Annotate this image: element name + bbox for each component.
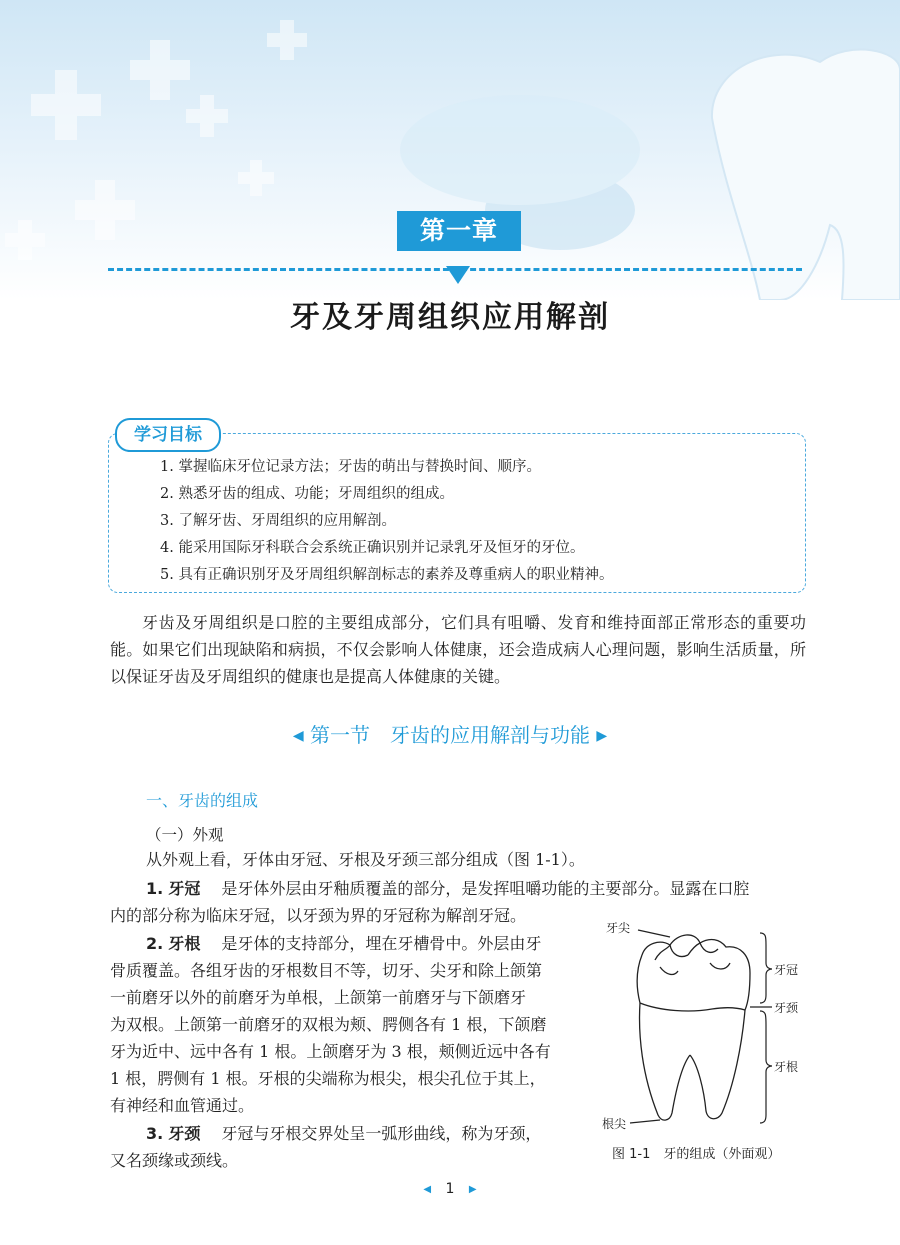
root-line — [146, 930, 541, 957]
root-line: 一前磨牙以外的前磨牙为单根，上颌第一前磨牙与下颌磨牙 — [110, 988, 527, 1007]
root-line: 骨质覆盖。各组牙齿的牙根数目不等，切牙、尖牙和除上颌第 — [110, 961, 543, 980]
crown-number: 1. — [146, 879, 164, 898]
objective-item: 2. 熟悉牙齿的组成、功能；牙周组织的组成。 — [160, 486, 454, 502]
header-banner — [0, 0, 900, 300]
lead-sentence: 从外观上看，牙体由牙冠、牙根及牙颈三部分组成（图 1-1）。 — [146, 850, 585, 869]
neck-line — [146, 1120, 541, 1147]
subsection-heading: 一、牙齿的组成 — [146, 791, 259, 810]
next-page-icon: ▶ — [468, 1184, 477, 1195]
label-neck: 牙颈 — [774, 1001, 799, 1015]
section-heading — [0, 719, 900, 748]
neck-number: 3. — [146, 1124, 164, 1143]
label-cusp: 牙尖 — [606, 921, 631, 935]
crown-line — [146, 875, 749, 902]
root-line: 牙为近中、远中各有 1 根。上颌磨牙为 3 根，颊侧近远中各有 — [110, 1042, 551, 1061]
root-number: 2. — [146, 934, 164, 953]
chapter-title: 牙及牙周组织应用解剖 — [290, 300, 610, 335]
crown-text: 是牙体外层由牙釉质覆盖的部分，是发挥咀嚼功能的主要部分。显露在口腔 — [221, 879, 750, 898]
left-triangle-icon: ◀ — [292, 728, 304, 744]
label-crown: 牙冠 — [774, 963, 799, 977]
neck-text: 牙冠与牙根交界处呈一弧形曲线，称为牙颈， — [221, 1124, 542, 1143]
label-apex: 根尖 — [602, 1117, 627, 1131]
objective-item: 1. 掌握临床牙位记录方法；牙齿的萌出与替换时间、顺序。 — [160, 459, 541, 475]
tooth-illustration — [712, 50, 900, 300]
objective-item: 3. 了解牙齿、牙周组织的应用解剖。 — [160, 513, 396, 529]
root-text: 是牙体的支持部分，埋在牙槽骨中。外层由牙 — [221, 934, 542, 953]
objective-item: 4. 能采用国际牙科联合会系统正确识别并记录乳牙及恒牙的牙位。 — [160, 540, 585, 556]
objective-item: 5. 具有正确识别牙及牙周组织解剖标志的素养及尊重病人的职业精神。 — [160, 567, 614, 583]
root-term: 牙根 — [168, 934, 201, 953]
label-root: 牙根 — [774, 1060, 799, 1074]
prev-page-icon: ◀ — [423, 1184, 432, 1195]
figure-caption: 图 1-1 牙的组成（外面观） — [612, 1147, 781, 1162]
root-line: 有神经和血管通过。 — [110, 1096, 255, 1115]
page-footer — [0, 1181, 900, 1197]
banner-decoration — [0, 0, 900, 300]
tooth-figure — [600, 915, 800, 1135]
crown-term: 牙冠 — [168, 879, 201, 898]
subsubsection-heading: （一）外观 — [146, 826, 224, 844]
tooth-diagram — [600, 915, 800, 1135]
chapter-label: 第一章 — [397, 211, 521, 251]
crown-line: 内的部分称为临床牙冠，以牙颈为界的牙冠称为解剖牙冠。 — [110, 906, 527, 925]
neck-line: 又名颈缘或颈线。 — [110, 1151, 239, 1170]
right-triangle-icon: ▶ — [596, 728, 608, 744]
section-title: 第一节 牙齿的应用解剖与功能 — [310, 723, 590, 747]
objectives-list — [160, 454, 613, 589]
neck-term: 牙颈 — [168, 1124, 201, 1143]
intro-paragraph: 牙齿及牙周组织是口腔的主要组成部分，它们具有咀嚼、发育和维持面部正常形态的重要功能。如果它们出现缺陷和病损，不仅会影响人体健康，还会造成病人心理问题，影响生活质量，所以保证牙齿及牙周组织的健康也是提高人体健康的关键。 — [110, 613, 806, 686]
root-line: 为双根。上颌第一前磨牙的双根为颊、腭侧各有 1 根，下颌磨 — [110, 1015, 547, 1034]
page-number: 1 — [445, 1181, 455, 1197]
divider-arrow-icon — [446, 266, 470, 284]
objectives-label: 学习目标 — [115, 418, 221, 452]
root-line: 1 根，腭侧有 1 根。牙根的尖端称为根尖，根尖孔位于其上， — [110, 1069, 546, 1088]
